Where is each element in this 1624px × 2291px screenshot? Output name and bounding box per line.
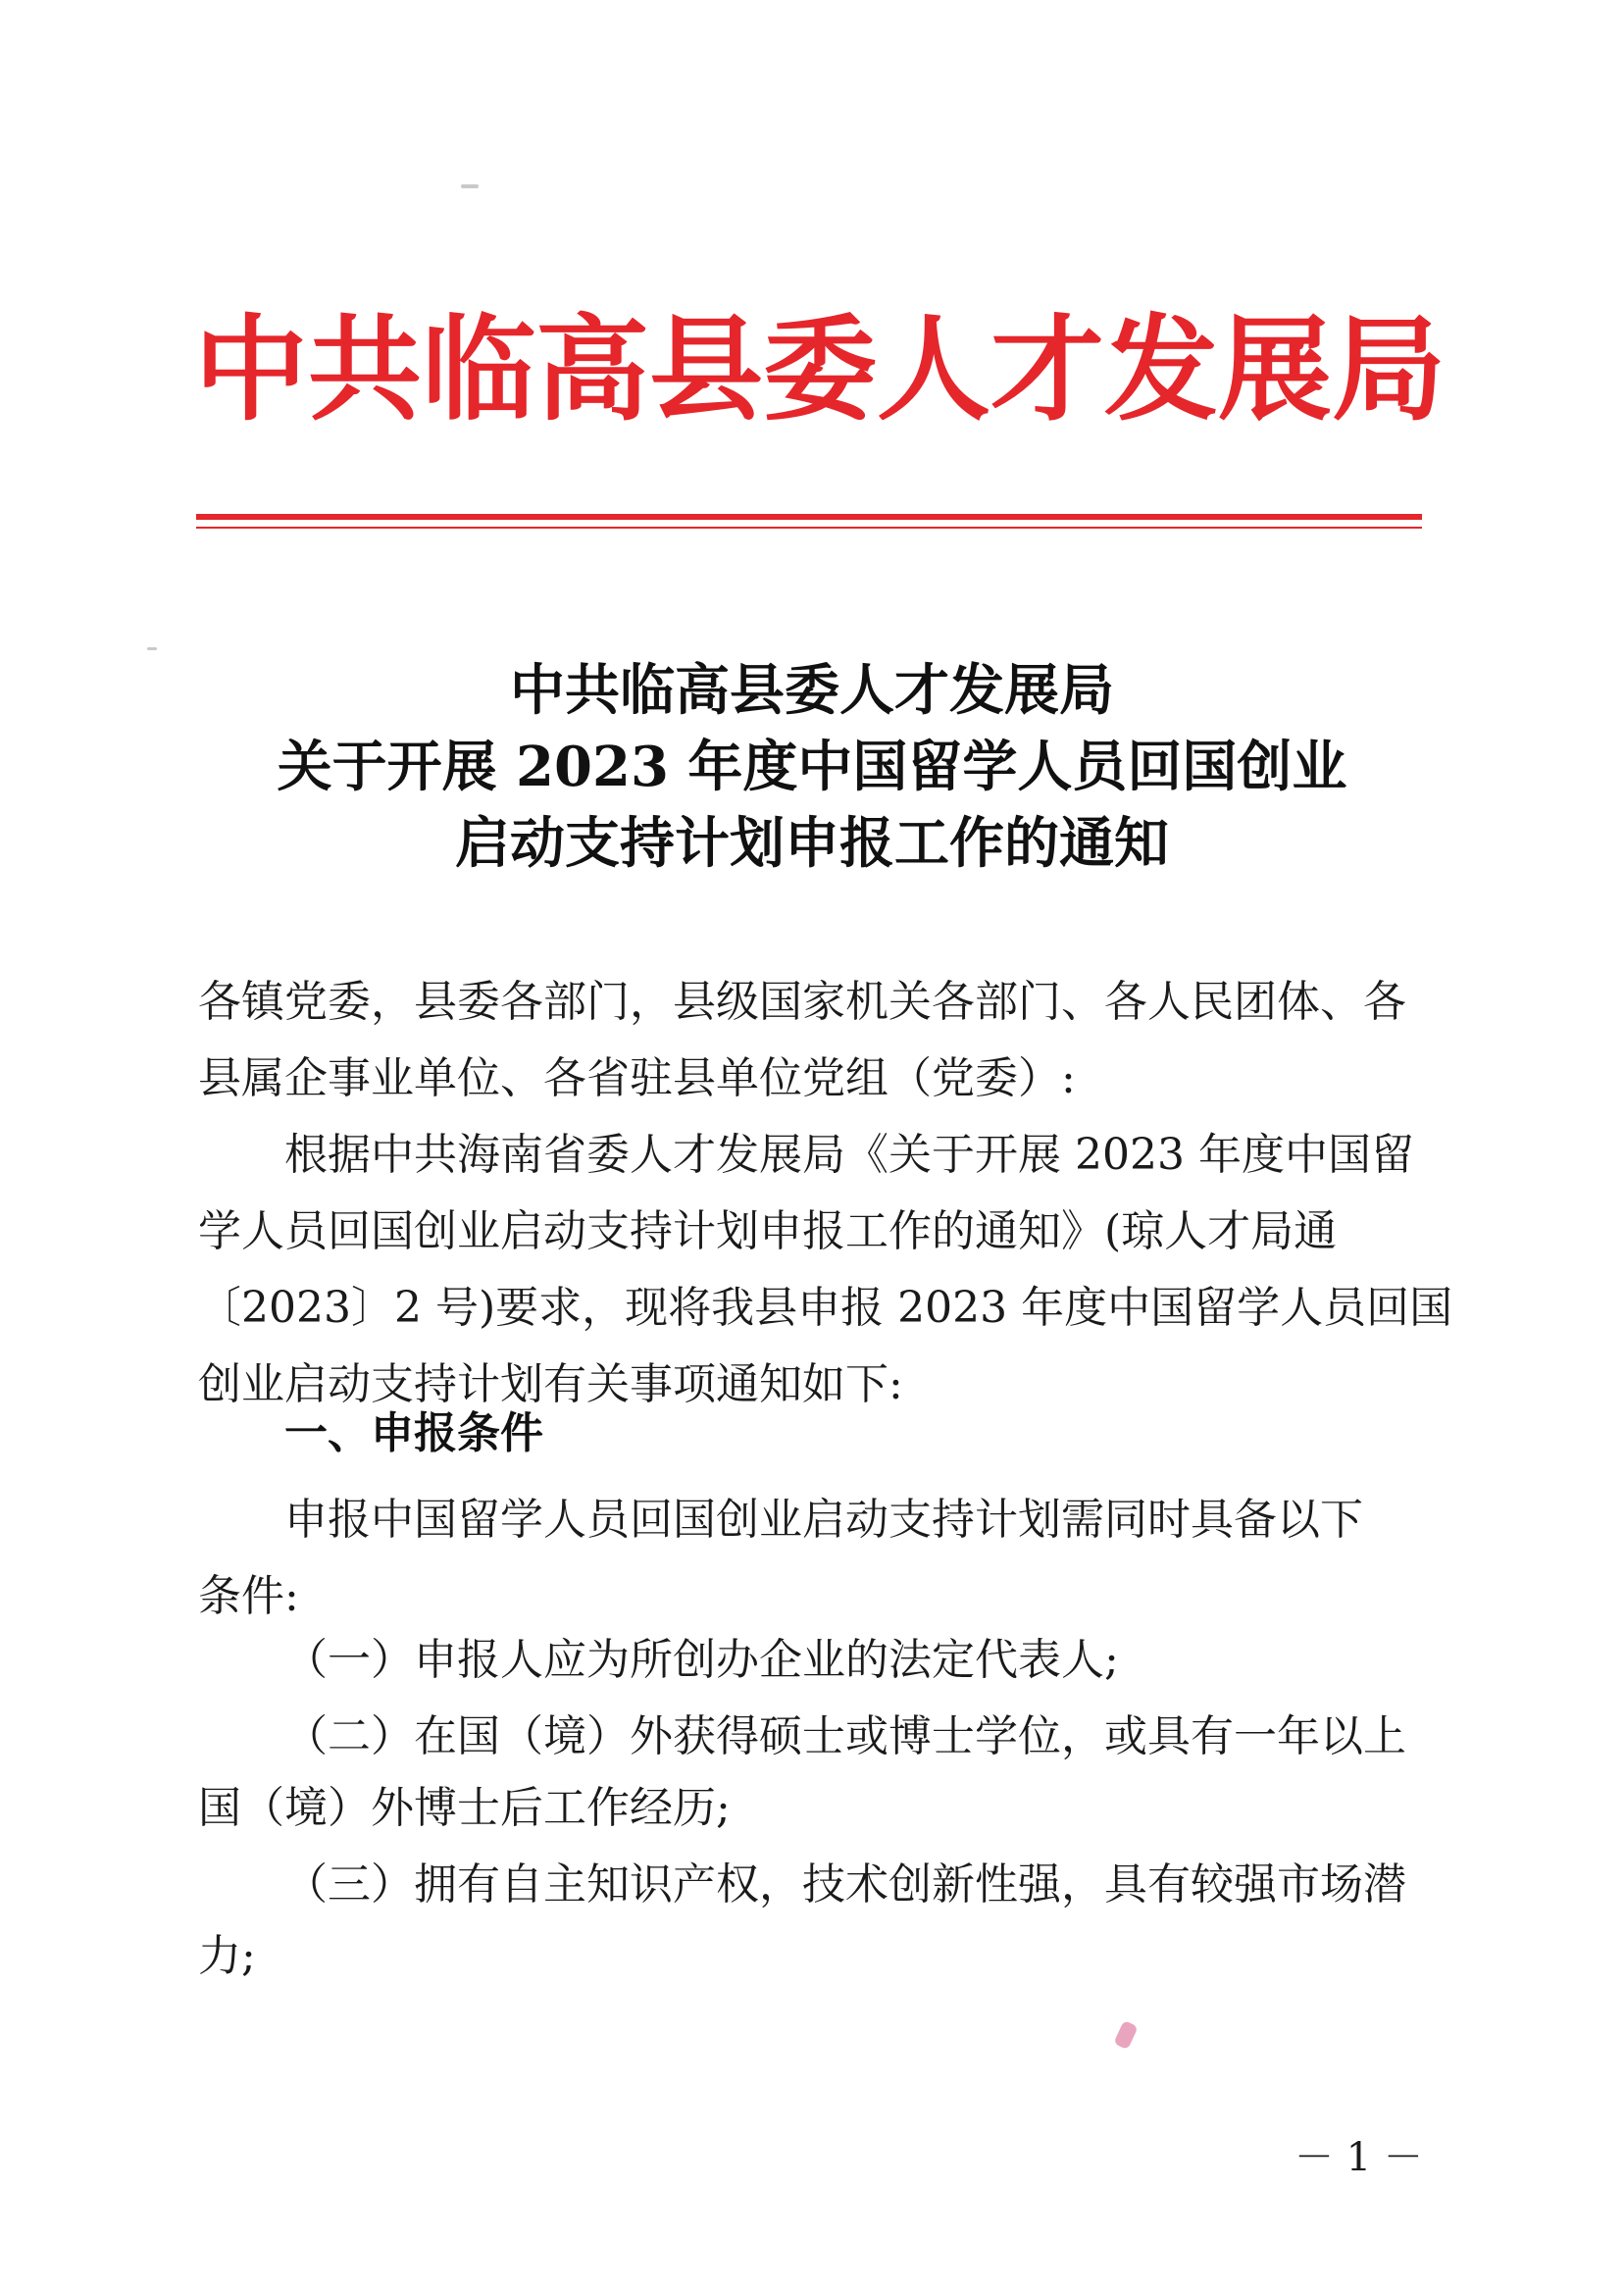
salutation-line-1: 各镇党委，县委各部门，县级国家机关各部门、各人民团体、各 [198,977,1406,1027]
document-title-line-1: 中共临高县委人才发展局 [510,658,1114,723]
condition-item-2-line-1: （二）在国（境）外获得硕士或博士学位，或具有一年以上 [284,1711,1406,1761]
letterhead-rule-thin [196,527,1422,529]
paragraph-2-line-1: 申报中国留学人员回国创业启动支持计划需同时具备以下 [284,1495,1363,1545]
ink-mark [1113,2020,1138,2050]
document-title-line-3: 启动支持计划申报工作的通知 [455,811,1169,876]
paragraph-1-line-2: 学人员回国创业启动支持计划申报工作的通知》(琼人才局通 [198,1206,1338,1256]
condition-item-2-line-2: 国（境）外博士后工作经历; [198,1783,731,1833]
page-number: － 1 － [1294,2135,1423,2180]
condition-item-1: （一）申报人应为所创办企业的法定代表人; [284,1635,1119,1685]
section-heading: 一、申报条件 [284,1408,543,1458]
paragraph-1-line-1: 根据中共海南省委人才发展局《关于开展 2023 年度中国留 [284,1130,1414,1180]
paragraph-2-line-2: 条件: [198,1571,299,1621]
condition-item-3-line-2: 力; [198,1931,256,1981]
letterhead-title: 中共临高县委人才发展局 [194,304,1446,436]
document-title-line-2: 关于开展 2023 年度中国留学人员回国创业 [277,735,1347,799]
salutation-line-2: 县属企事业单位、各省驻县单位党组（党委）: [198,1053,1076,1103]
condition-item-3-line-1: （三）拥有自主知识产权，技术创新性强，具有较强市场潜 [284,1859,1406,1909]
paragraph-1-line-4: 创业启动支持计划有关事项通知如下: [198,1359,903,1409]
scan-speck [461,184,479,188]
paragraph-1-line-3: 〔2023〕2 号)要求，现将我县申报 2023 年度中国留学人员回国 [198,1283,1453,1333]
letterhead-rule-thick [196,514,1422,520]
